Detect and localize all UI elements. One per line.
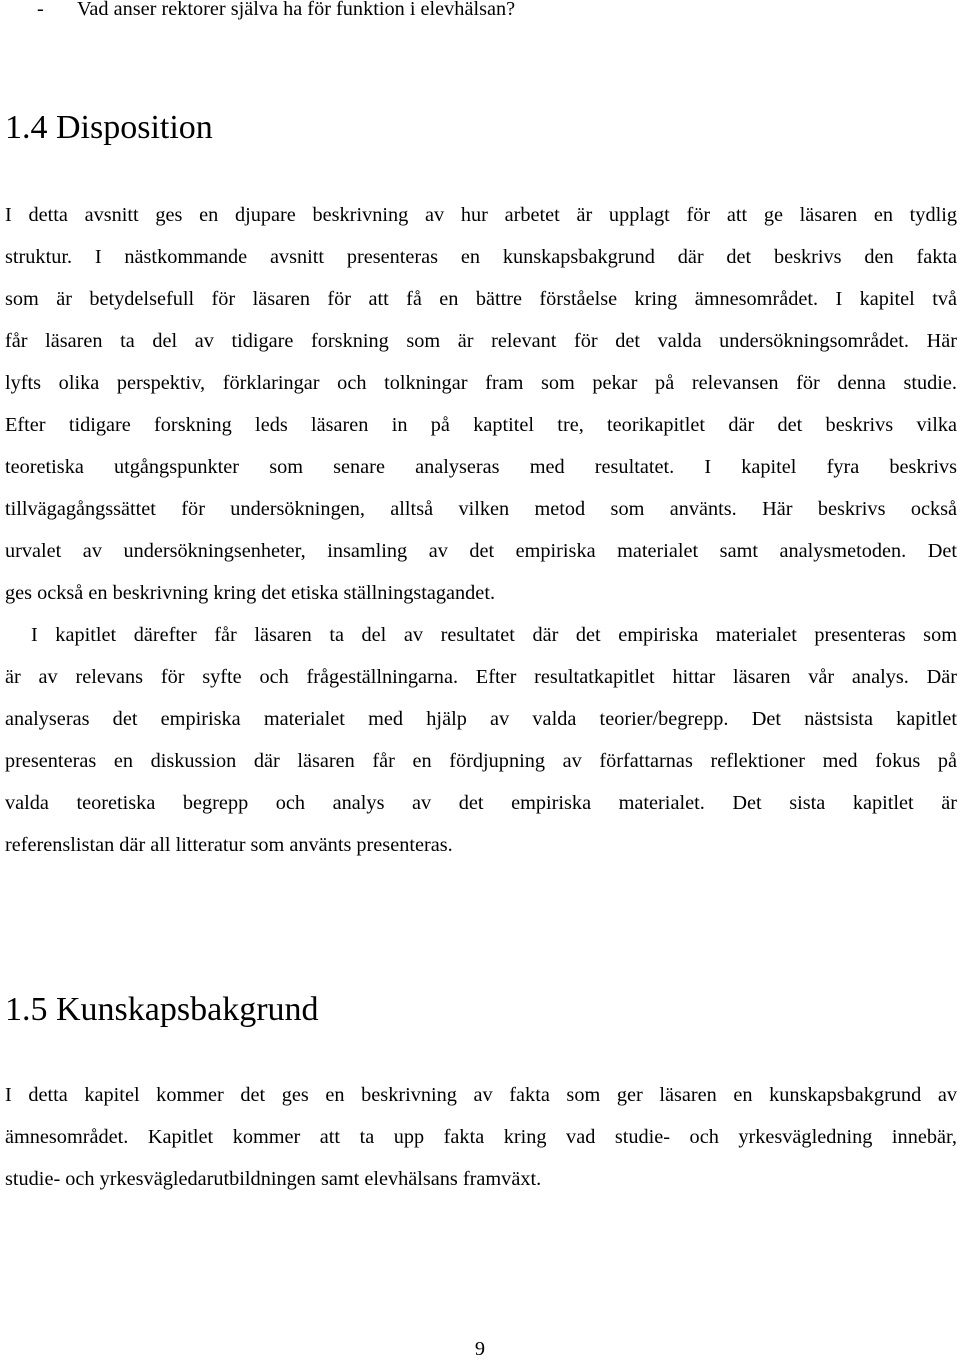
text-line: ges också en beskrivning kring det etiska ställningstagandet.: [5, 582, 496, 604]
text-line: Efter tidigare forskning leds läsaren in på kaptitel tre, teorikapitlet där det beskrivs vilka: [5, 414, 957, 436]
text-line: presenteras en diskussion där läsaren får en fördjupning av författarnas reflektioner med fokus på: [5, 750, 957, 772]
text-line: tillvägagångssättet för undersökningen, alltså vilken metod som använts. Här beskrivs också: [5, 498, 957, 520]
bullet-dash: -: [37, 0, 44, 20]
text-line: I detta kapitel kommer det ges en beskrivning av fakta som ger läsaren en kunskapsbakgrund av: [5, 1084, 957, 1106]
disposition-paragraph-2: [5, 614, 957, 866]
text-line: analyseras det empiriska materialet med hjälp av valda teorier/begrepp. Det nästsista kapitlet: [5, 708, 957, 730]
text-line: referenslistan där all litteratur som använts presenteras.: [5, 834, 453, 856]
page-number: 9: [474, 1338, 486, 1360]
text-line: I kapitlet därefter får läsaren ta del av resultatet där det empiriska materialet presenteras som: [31, 624, 957, 646]
section-heading-disposition: 1.4 Disposition: [5, 109, 213, 146]
section-heading-kunskapsbakgrund: 1.5 Kunskapsbakgrund: [5, 991, 319, 1028]
text-line: struktur. I nästkommande avsnitt presenteras en kunskapsbakgrund där det beskrivs den fakta: [5, 246, 957, 268]
kunskapsbakgrund-paragraph-1: [5, 1074, 957, 1200]
text-line: teoretiska utgångspunkter som senare analyseras med resultatet. I kapitel fyra beskrivs: [5, 456, 957, 478]
text-line: som är betydelsefull för läsaren för att få en bättre förståelse kring ämnesområdet. I kapitel två: [5, 288, 957, 310]
text-line: får läsaren ta del av tidigare forskning som är relevant för det valda undersökningsområdet. Här: [5, 330, 957, 352]
text-line: är av relevans för syfte och frågeställningarna. Efter resultatkapitlet hittar läsaren vår analys. Där: [5, 666, 957, 688]
bullet-text: Vad anser rektorer själva ha för funktion i elevhälsan?: [77, 0, 516, 20]
text-line: ämnesområdet. Kapitlet kommer att ta upp fakta kring vad studie- och yrkesvägledning innebär,: [5, 1126, 957, 1148]
text-line: I detta avsnitt ges en djupare beskrivning av hur arbetet är upplagt för att ge läsaren en tydlig: [5, 204, 957, 226]
text-line: lyfts olika perspektiv, förklaringar och tolkningar fram som pekar på relevansen för denna studie.: [5, 372, 957, 394]
text-line: studie- och yrkesvägledarutbildningen samt elevhälsans framväxt.: [5, 1168, 542, 1190]
text-line: urvalet av undersökningsenheter, insamling av det empiriska materialet samt analysmetoden. Det: [5, 540, 957, 562]
disposition-paragraph-1: [5, 194, 957, 614]
text-line: valda teoretiska begrepp och analys av det empiriska materialet. Det sista kapitlet är: [5, 792, 957, 814]
